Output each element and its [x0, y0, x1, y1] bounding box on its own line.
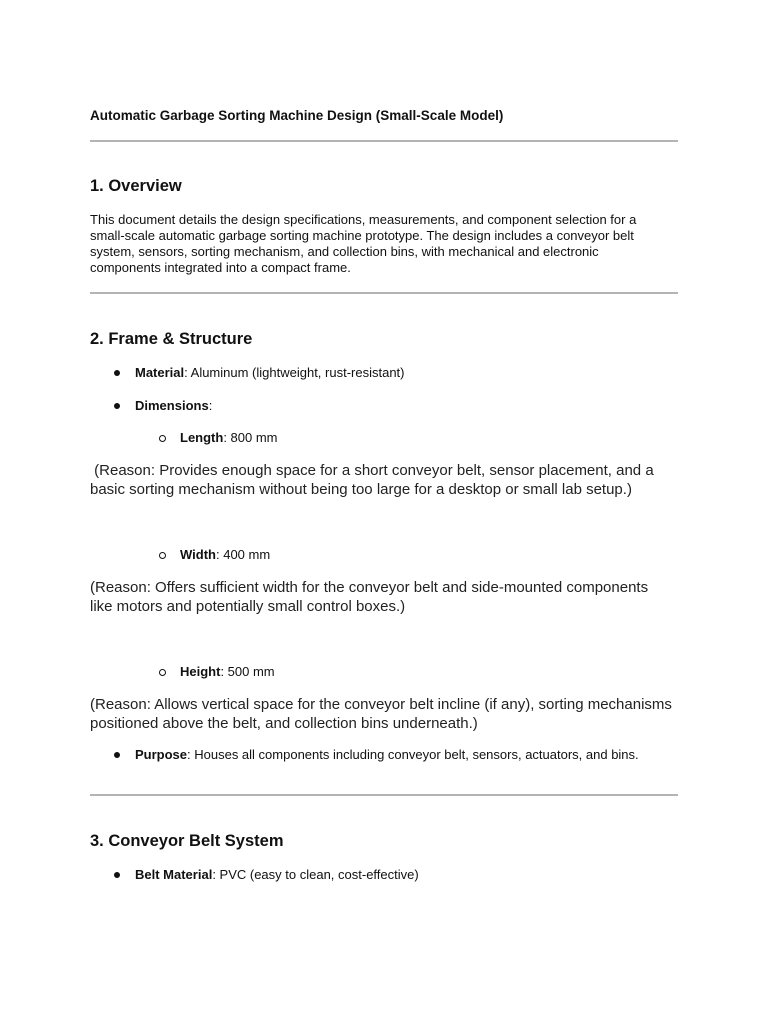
reason-line: (Reason: Offers sufficient width for the conveyor belt and side-mounted components	[90, 579, 649, 596]
divider	[90, 794, 678, 796]
item-label: Belt Material	[135, 867, 213, 882]
hollow-bullet-icon	[159, 669, 166, 676]
divider	[90, 140, 678, 142]
reason-line: basic sorting mechanism without being too large for a desktop or small lab setup.)	[90, 480, 632, 498]
section-heading-frame: 2. Frame & Structure	[90, 330, 253, 348]
item-label: Height	[180, 664, 221, 679]
width-reason	[90, 579, 686, 616]
item-value: : Houses all components including conveyor belt, sensors, actuators, and bins.	[187, 747, 639, 762]
reason-line: (Reason: Provides enough space for a short conveyor belt, sensor placement, and a	[90, 462, 654, 479]
overview-paragraph	[90, 212, 686, 276]
document-title: Automatic Garbage Sorting Machine Design (Small-Scale Model)	[90, 108, 504, 123]
hollow-bullet-icon	[159, 552, 166, 559]
hollow-bullet-icon	[159, 435, 166, 442]
item-label: Length	[180, 430, 224, 445]
reason-line: positioned above the belt, and collection bins underneath.)	[90, 714, 478, 732]
item-label: Purpose	[135, 747, 188, 762]
divider	[90, 292, 678, 294]
item-value: : 500 mm	[220, 664, 275, 679]
bullet-icon	[114, 403, 120, 409]
item-label: Width	[180, 547, 216, 562]
overview-line: components integrated into a compact frame.	[90, 260, 351, 275]
overview-line: system, sensors, sorting mechanism, and collection bins, with mechanical and electronic	[90, 244, 599, 259]
bullet-icon	[114, 370, 120, 376]
section-heading-conveyor: 3. Conveyor Belt System	[90, 832, 284, 850]
item-value: : Aluminum (lightweight, rust-resistant)	[184, 365, 405, 380]
bullet-icon	[114, 872, 120, 878]
item-value: :	[208, 398, 213, 413]
item-value: : PVC (easy to clean, cost-effective)	[212, 867, 419, 882]
bullet-icon	[114, 752, 120, 758]
overview-line: This document details the design specifications, measurements, and component selection for a	[90, 212, 637, 227]
item-label: Dimensions	[135, 398, 209, 413]
item-value: : 400 mm	[215, 547, 271, 562]
overview-line: small-scale automatic garbage sorting machine prototype. The design includes a conveyor belt	[90, 228, 634, 243]
reason-line: (Reason: Allows vertical space for the conveyor belt incline (if any), sorting mechanisms	[90, 696, 672, 713]
item-label: Material	[135, 365, 185, 380]
reason-line: like motors and potentially small control boxes.)	[90, 597, 406, 615]
length-reason	[90, 462, 686, 499]
section-heading-overview: 1. Overview	[90, 177, 182, 195]
item-value: : 800 mm	[223, 430, 278, 445]
height-reason	[90, 696, 686, 733]
